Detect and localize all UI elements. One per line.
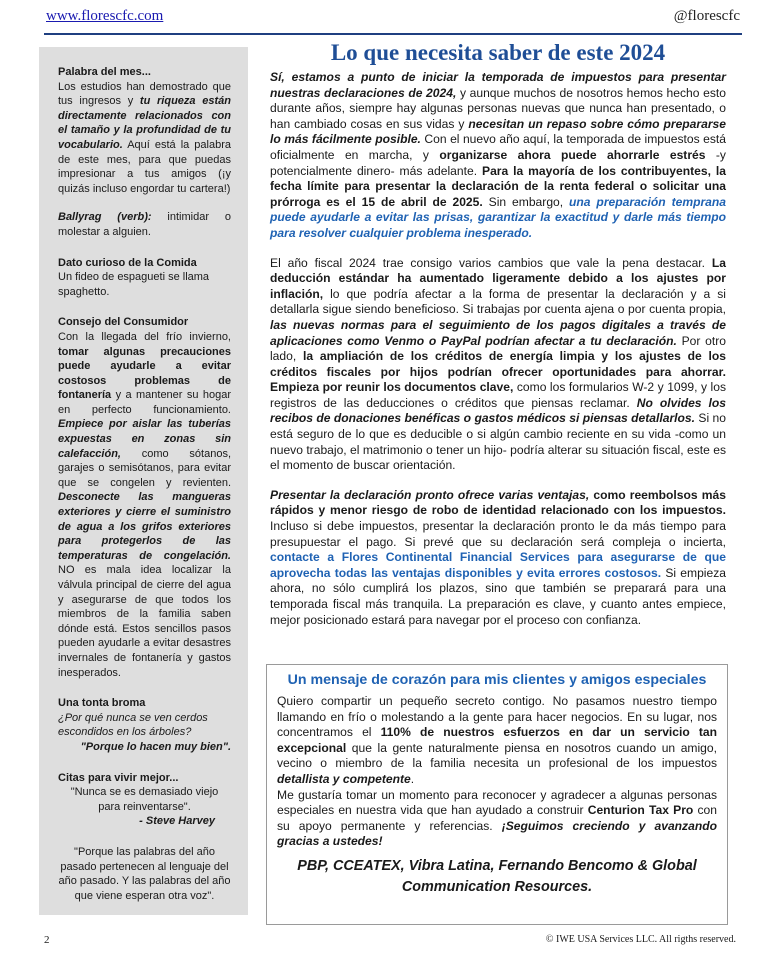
article-paragraph-1: [270, 70, 726, 242]
article-title: Lo que necesita saber de este 2024: [330, 40, 666, 65]
tip-part: y a mantener su hogar en perfecto funcionamiento.: [58, 389, 231, 416]
header-divider: [44, 33, 742, 35]
text-run: necesitan un repaso sobre cómo prepararse lo más fácilmente posible.: [270, 116, 726, 147]
text-run: como los formularios W-2 y 1099, y los registros de las deducciones o créditos que piensas reclamar.: [270, 380, 726, 410]
social-handle: @florescfc: [673, 8, 740, 24]
word-intro-emphasis: tu riqueza están directamente relacionados con el tamaño y la profundidad de tu vocabulario.: [58, 95, 231, 151]
text-run: Empieza por reunir los documentos clave,: [270, 380, 514, 395]
text-run: una preparación temprana puede ayudarle a evitar las prisas, garantizar la exactitud y darle más tiempo para resolver cualquier problema inesperado.: [270, 194, 727, 240]
text-run: Me gustaría tomar un momento para reconocer y agradecer a algunas personas especiales en nuestra vida que han ayudado a construir: [277, 787, 717, 818]
message-box: [266, 664, 728, 925]
tip-part: tomar algunas precauciones puede ayudarle a evitar costosos problemas de fontanería: [58, 345, 231, 402]
word-intro-text: Los estudios han demostrado que tus ingresos y: [58, 80, 231, 108]
quote-1-author: - Steve Harvey: [139, 815, 215, 828]
sidebar: [39, 47, 248, 915]
word-term: Ballyrag (verb):: [58, 211, 152, 224]
word-intro-text-2: Aquí está la palabra de este mes, para que puedas impresionar a tus amigos (¡y quizás incluso engordar tu cartera!): [58, 138, 231, 195]
text-run: la ampliación de los créditos de energía limpia y los ajustes de los créditos fiscales por hijos podrían ofrecer oportunidades para ahorrar.: [270, 349, 726, 379]
text-run: organizarse ahora puede ahorrarle estrés: [439, 147, 706, 162]
text-run: Si empieza ahora, no sólo cumplirá los plazos, sino que también se preparará para una temporada fiscal más tranquila. La preparación es clave, y cuanto antes empiece, mejor posicionado estará para navegar por el proceso con confianza.: [270, 565, 726, 627]
article-paragraph-2: [270, 256, 726, 474]
tip-part: Empiece por aislar las tuberías expuestas en zonas sin calefacción,: [58, 418, 231, 460]
quotes: [58, 771, 231, 904]
quote-1: "Nunca se es demasiado viejo para reinventarse".: [70, 786, 219, 813]
copyright: © IWE USA Services LLC. All rigths reserved.: [545, 934, 736, 945]
text-run: y aunque muchos de nosotros hemos hecho esto durante años, siempre hay algunas personas nuevas que nunca han presentado, o han cambiado cosas en sus vidas y: [270, 85, 726, 131]
text-run: las nuevas normas para el seguimiento de los pagos digitales a través de aplicaciones como Venmo o PayPal podrían afectar a tu declaración.: [270, 317, 726, 348]
word-definition: [58, 210, 231, 239]
consumer-tip: [58, 315, 231, 680]
text-run: con su apoyo permanente y referencias.: [277, 803, 718, 833]
food-fact: [58, 256, 231, 300]
message-signature: PBP, CCEATEX, Vibra Latina, Fernando Bencomo & Global Communication Resources.: [297, 857, 697, 895]
text-run: Sí, estamos a punto de iniciar la temporada de impuestos para presentar nuestras declaraciones de 2024,: [270, 70, 726, 100]
page-number: 2: [44, 934, 50, 946]
text-run: Presentar la declaración pronto ofrece varias ventajas,: [270, 487, 590, 502]
main-article: [270, 40, 726, 642]
message-paragraph-1: [277, 694, 717, 788]
fact-text: Un fideo de espagueti se llama spaghetto.: [58, 271, 210, 298]
text-run: Si no está seguro de lo que es deducible o si algún cambio reciente en su vida -como un nuevo trabajo, el matrimonio o tener un hijo- podría alterar su situación fiscal, este es el momento de buscar orientación.: [270, 411, 726, 473]
text-run: 110% de nuestros esfuerzos en dar un servicio tan excepcional: [277, 725, 718, 755]
word-def: intimidar o molestar a alguien.: [58, 211, 231, 238]
text-run: Por otro lado,: [270, 333, 726, 364]
quote-2: "Porque las palabras del año pasado pertenecen al lenguaje del año pasado. Y las palabras del año que viene esperan otra voz".: [58, 845, 231, 902]
tip-part: NO es mala idea localizar la válvula principal de cierre del agua y asegurarse de que todos los miembros de la familia saben dónde está. Estos sencillos pasos pueden ayudarle a evitar desastres invernales de fontanería y gastos inesperados.: [58, 564, 231, 679]
website-link[interactable]: www.florescfc.com: [46, 8, 164, 24]
text-run: .: [410, 771, 415, 786]
text-run: detallista y competente: [277, 771, 411, 786]
text-run: ¡Seguimos creciendo y avanzando gracias a ustedes!: [277, 818, 717, 849]
text-run: La deducción estándar ha aumentado ligeramente debido a los ajustes por inflación,: [270, 255, 726, 301]
tip-text: [58, 330, 231, 680]
article-paragraph-3: [270, 488, 726, 628]
text-run: Sin embargo,: [482, 194, 570, 209]
text-run: Quiero compartir un pequeño secreto contigo. No pasamos nuestro tiempo llamando en frío o molestando a la gente para hacer negocios. En su lugar, nos concentramos el: [277, 694, 717, 740]
text-run: -y potencialmente dinero- más adelante.: [270, 147, 726, 178]
text-run: Con el nuevo año aquí, la temporada de impuestos está oficialmente en marcha, y: [270, 132, 727, 162]
tip-heading: Consejo del Consumidor: [58, 316, 189, 329]
text-run: Centurion Tax Pro: [587, 803, 694, 818]
fact-heading: Dato curioso de la Comida: [58, 256, 197, 269]
text-run: El año fiscal 2024 trae consigo varios cambios que vale la pena destacar.: [270, 255, 712, 270]
text-run: que la gente naturalmente piensa en nosotros cuando un amigo, vecino o miembro de la familia necesita un profesional de los impuestos: [277, 740, 717, 771]
text-run: Para la mayoría de los contribuyentes, la fecha límite para presentar la declaración de la renta federal o solicitar una prórroga es el 15 de abril de 2025.: [270, 163, 726, 209]
joke: [58, 696, 231, 754]
quotes-heading: Citas para vivir mejor...: [58, 771, 179, 784]
tip-part: como sótanos, garajes o semisótanos, para evitar que se congelen y revienten.: [58, 447, 231, 489]
text-run: contacte a Flores Continental Financial Services para asegurarse de que aprovecha todas las ventajas disponibles y evita errores costosos.: [270, 550, 726, 580]
text-run: Incluso si debe impuestos, presentar la declaración pronto le da más tiempo para presupuestar el pago. Si prevé que su declaración será compleja o incierta,: [270, 519, 726, 549]
text-run: No olvides los recibos de donaciones benéficas o gastos médicos si piensas detallarlos.: [270, 395, 726, 426]
joke-answer: "Porque lo hacen muy bien".: [80, 740, 231, 753]
word-heading: Palabra del mes...: [58, 66, 151, 78]
joke-heading: Una tonta broma: [58, 697, 146, 710]
message-paragraph-2: [277, 788, 717, 850]
word-intro: [58, 80, 231, 197]
text-run: como reembolsos más rápidos y menor riesgo de robo de identidad relacionado con los impuestos.: [270, 487, 726, 518]
tip-part: Con la llegada del frío invierno,: [58, 330, 231, 343]
message-title: Un mensaje de corazón para mis clientes y amigos especiales: [287, 672, 707, 688]
tip-part: Desconecte las mangueras exteriores y cierre el suministro de agua a los grifos exteriores para protegerlos de las temperaturas de congelación.: [58, 491, 231, 562]
page-header: [46, 8, 740, 32]
joke-question: ¿Por qué nunca se ven cerdos escondidos en los árboles?: [58, 711, 208, 739]
text-run: lo que podría afectar a la forma de presentar la declaración y a si detallarla sigue siendo beneficioso. Si trabajas por cuenta ajena o por cuenta propia,: [270, 286, 726, 317]
word-of-month: [58, 65, 231, 240]
